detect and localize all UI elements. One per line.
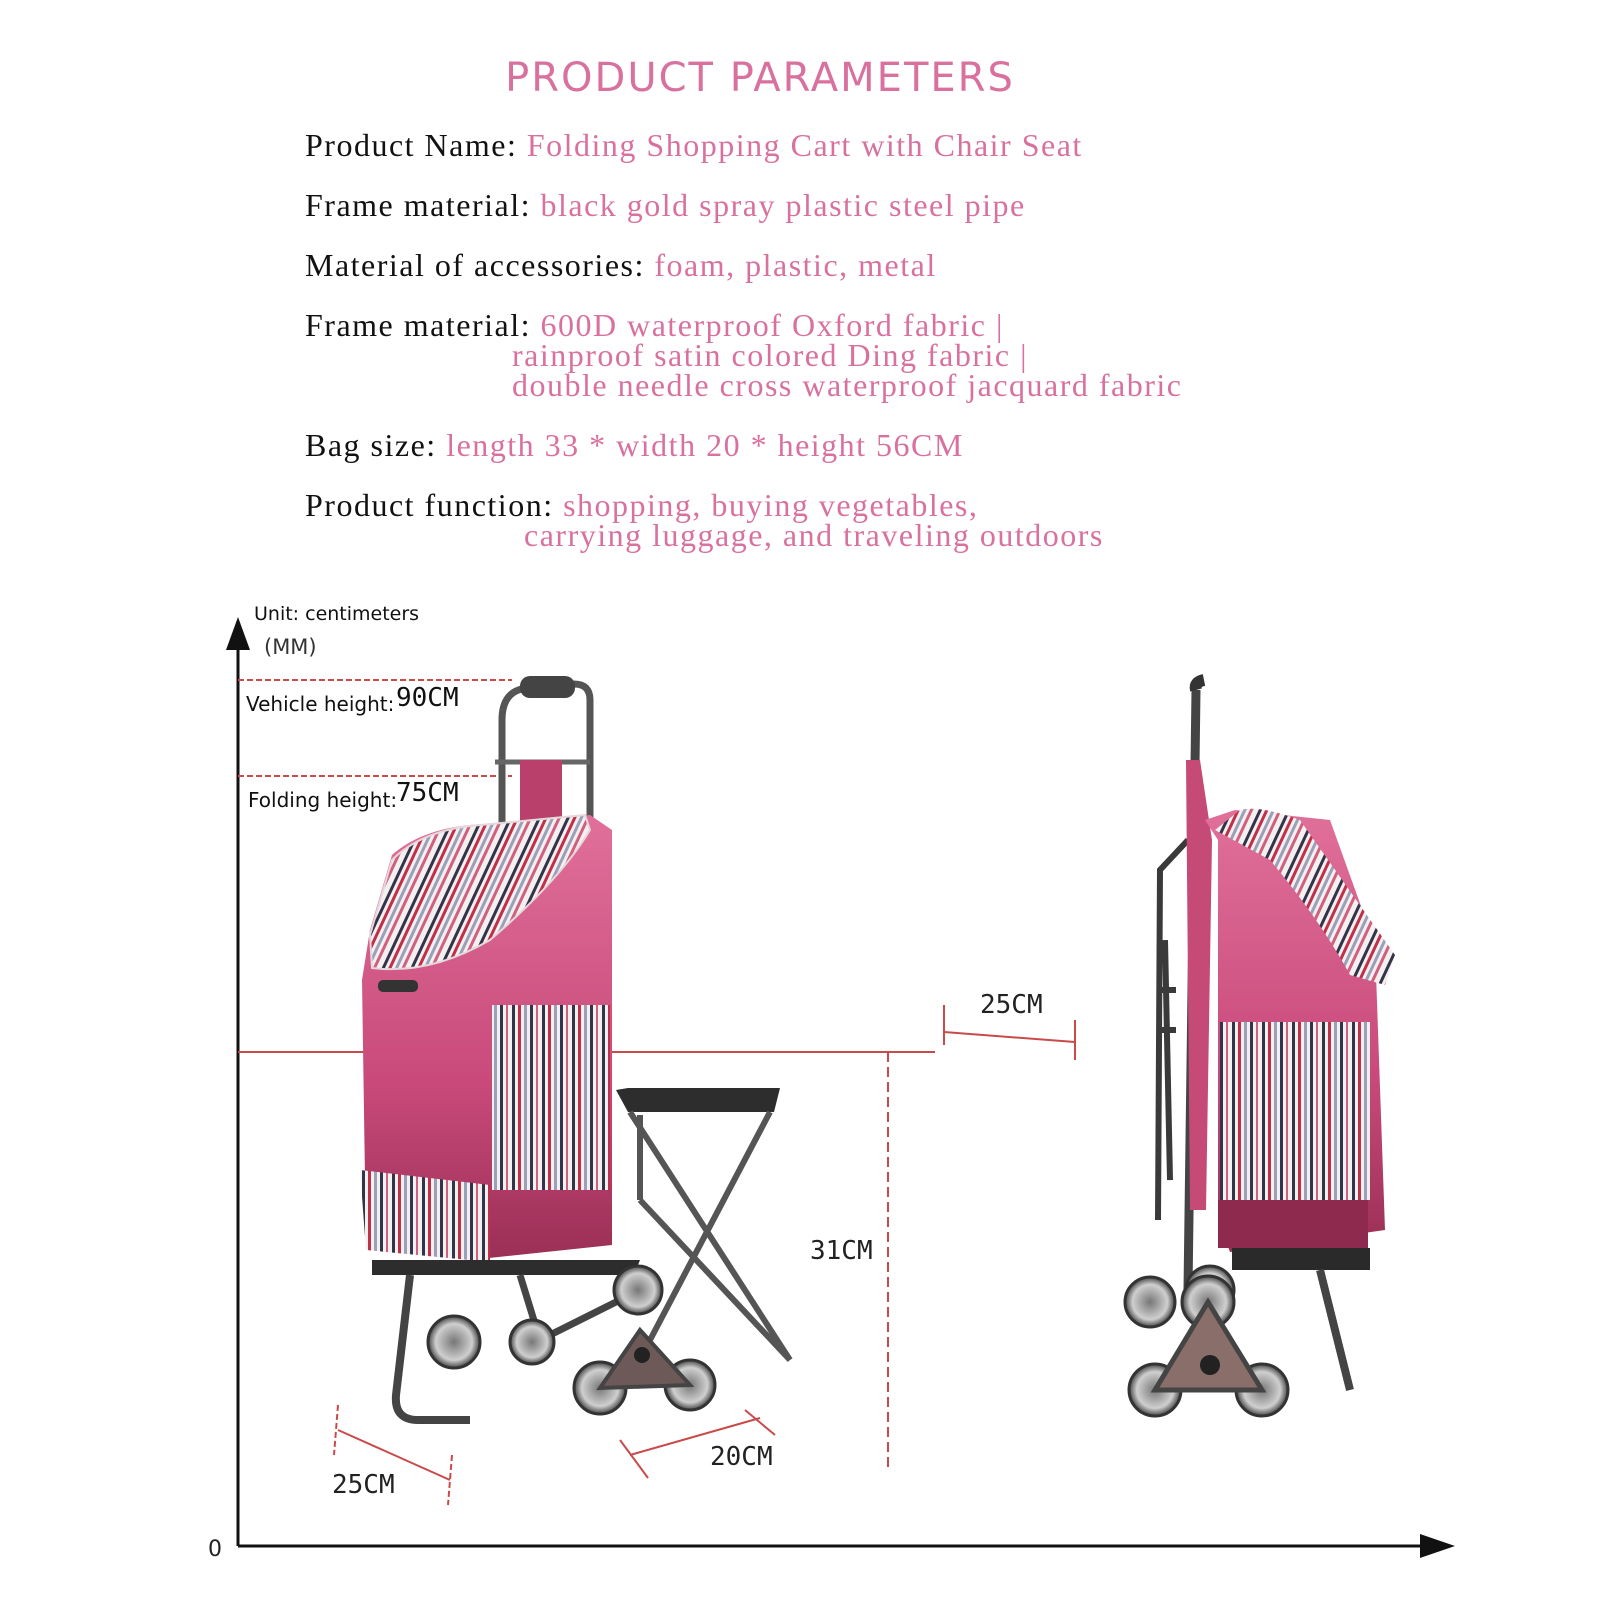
- param-label: Material of accessories:: [305, 247, 645, 283]
- param-function-cont: carrying luggage, and traveling outdoors: [524, 517, 1104, 553]
- unit-sublabel: (MM): [264, 635, 317, 659]
- param-label: Product Name:: [305, 127, 518, 163]
- wheel-cluster-right: [1125, 1266, 1288, 1416]
- param-fabric-cont-1: rainproof satin colored Ding fabric |: [512, 337, 1028, 373]
- seat-height-value: 31CM: [810, 1236, 873, 1266]
- param-label: Frame material:: [305, 187, 531, 223]
- folding-height-label: Folding height:: [248, 788, 398, 812]
- param-value: foam, plastic, metal: [654, 247, 937, 283]
- param-label: Frame material:: [305, 307, 531, 343]
- param-value: 600D waterproof Oxford fabric |: [540, 307, 1004, 343]
- param-label: Product function:: [305, 487, 554, 523]
- unit-label: Unit: centimeters: [254, 603, 420, 625]
- param-value: Folding Shopping Cart with Chair Seat: [526, 127, 1083, 163]
- y-axis: [226, 617, 250, 1546]
- param-value: black gold spray plastic steel pipe: [540, 187, 1026, 223]
- vehicle-height-value: 90CM: [396, 683, 459, 713]
- origin-label: 0: [208, 1537, 222, 1562]
- page-title: PRODUCT PARAMETERS: [505, 55, 1015, 101]
- x-axis: [238, 1534, 1455, 1558]
- vehicle-height-label: Vehicle height:: [246, 692, 395, 716]
- param-value: shopping, buying vegetables,: [563, 487, 979, 523]
- base-depth-value: 25CM: [332, 1470, 395, 1500]
- base-width-value: 20CM: [710, 1442, 773, 1472]
- param-fabric-cont-2: double needle cross waterproof jacquard fabric: [512, 367, 1183, 403]
- wheel-cluster-left: [428, 1266, 715, 1414]
- param-value: length 33 * width 20 * height 56CM: [446, 427, 964, 463]
- folding-height-value: 75CM: [396, 778, 459, 808]
- param-label: Bag size:: [305, 427, 437, 463]
- side-width-value: 25CM: [980, 990, 1043, 1020]
